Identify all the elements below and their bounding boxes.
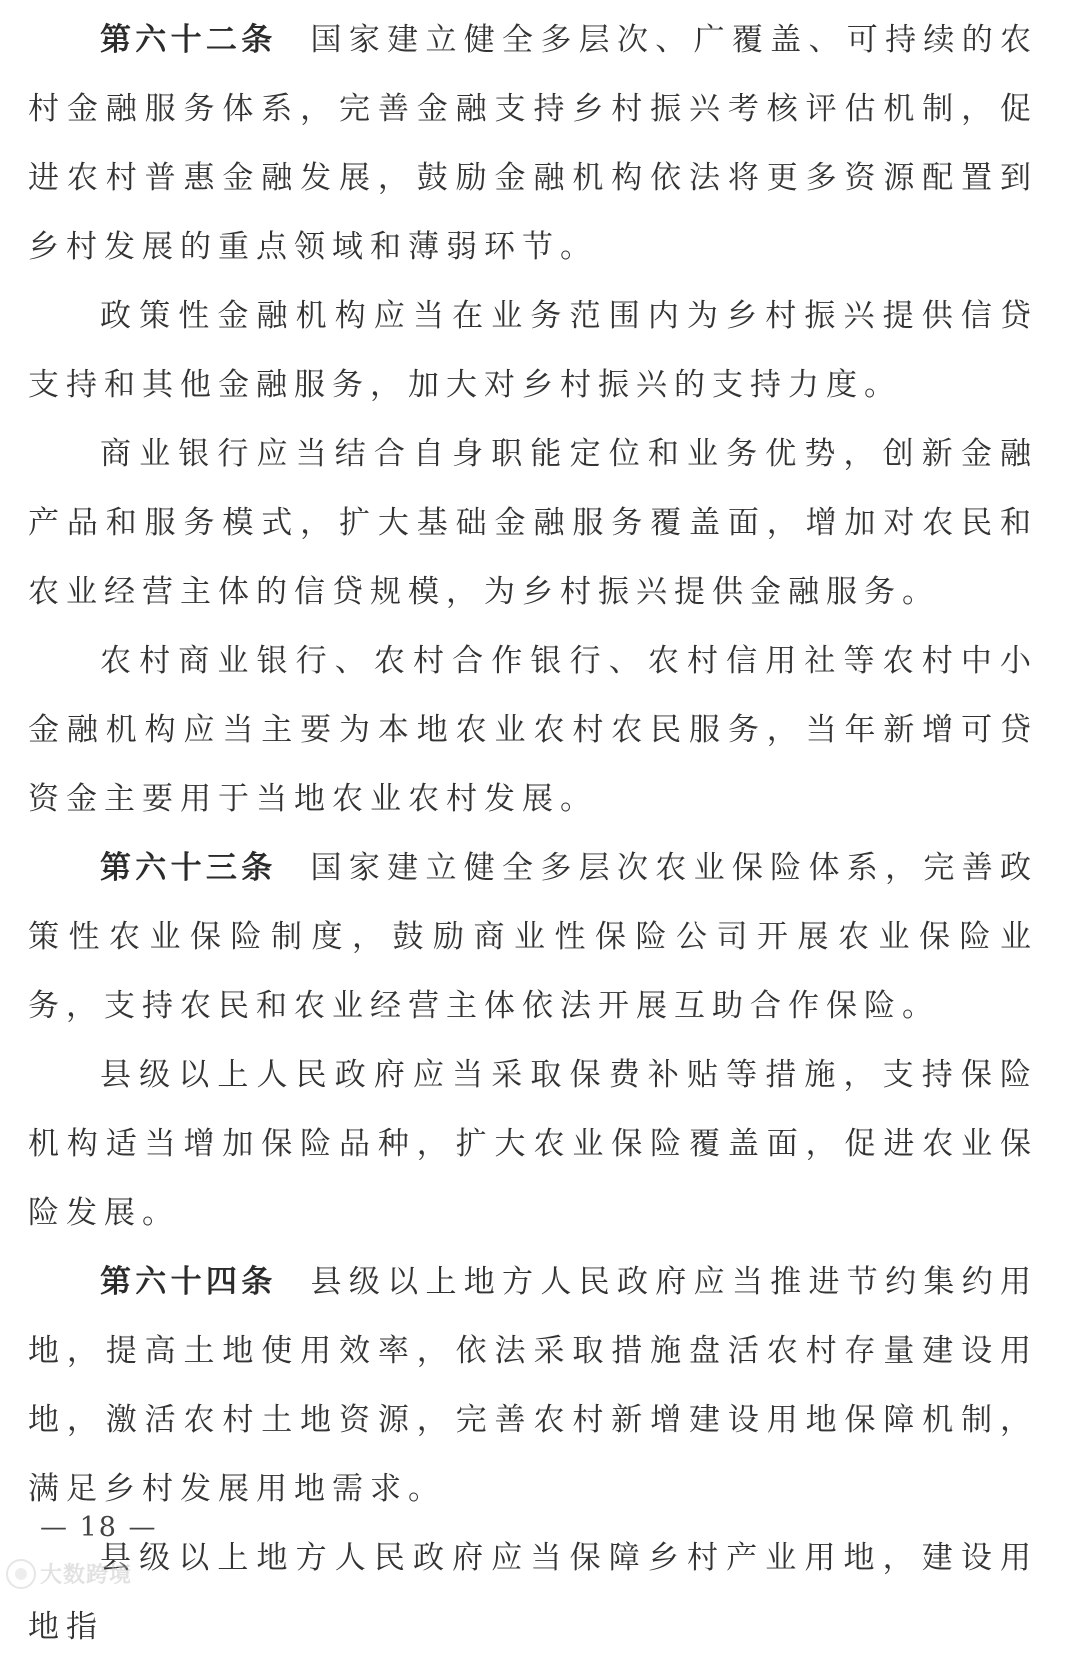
paragraph-text: 国家建立健全多层次农业保险体系，完善政策性农业保险制度，鼓励商业性保险公司开展农业保险业务，支持农民和农业经营主体依法开展互助合作保险。 xyxy=(28,850,1039,1024)
page-number: — 18 — xyxy=(40,1512,158,1543)
article-number: 第六十二条 xyxy=(100,22,277,58)
paragraph-text: 农村商业银行、农村合作银行、农村信用社等农村中小金融机构应当主要为本地农业农村农民服务，当年新增可贷资金主要用于当地农业农村发展。 xyxy=(28,643,1038,817)
document-body xyxy=(28,6,1038,1662)
paragraph-7 xyxy=(28,1248,1038,1524)
paragraph-5 xyxy=(28,834,1038,1041)
paragraph-3 xyxy=(28,420,1038,627)
paragraph-text: 商业银行应当结合自身职能定位和业务优势，创新金融产品和服务模式，扩大基础金融服务覆盖面，增加对农民和农业经营主体的信贷规模，为乡村振兴提供金融服务。 xyxy=(28,436,1038,610)
paragraph-text: 政策性金融机构应当在业务范围内为乡村振兴提供信贷支持和其他金融服务，加大对乡村振兴的支持力度。 xyxy=(28,298,1038,403)
logo-icon xyxy=(6,1559,36,1589)
article-number: 第六十四条 xyxy=(100,1264,277,1300)
article-number: 第六十三条 xyxy=(100,850,277,886)
paragraph-text: 县级以上地方人民政府应当推进节约集约用地，提高土地使用效率，依法采取措施盘活农村存量建设用地，激活农村土地资源，完善农村新增建设用地保障机制，满足乡村发展用地需求。 xyxy=(28,1264,1039,1507)
paragraph-8 xyxy=(28,1524,1038,1662)
paragraph-text: 县级以上人民政府应当采取保费补贴等措施，支持保险机构适当增加保险品种，扩大农业保险覆盖面，促进农业保险发展。 xyxy=(28,1057,1038,1231)
paragraph-1 xyxy=(28,6,1038,282)
watermark xyxy=(6,1558,132,1589)
paragraph-2 xyxy=(28,282,1038,420)
paragraph-6 xyxy=(28,1041,1038,1248)
paragraph-text: 国家建立健全多层次、广覆盖、可持续的农村金融服务体系，完善金融支持乡村振兴考核评估机制，促进农村普惠金融发展，鼓励金融机构依法将更多资源配置到乡村发展的重点领域和薄弱环节。 xyxy=(28,22,1039,265)
paragraph-4 xyxy=(28,627,1038,834)
paragraph-text: 县级以上地方人民政府应当保障乡村产业用地，建设用地指 xyxy=(28,1540,1038,1645)
watermark-text: 大数跨境 xyxy=(40,1563,133,1588)
